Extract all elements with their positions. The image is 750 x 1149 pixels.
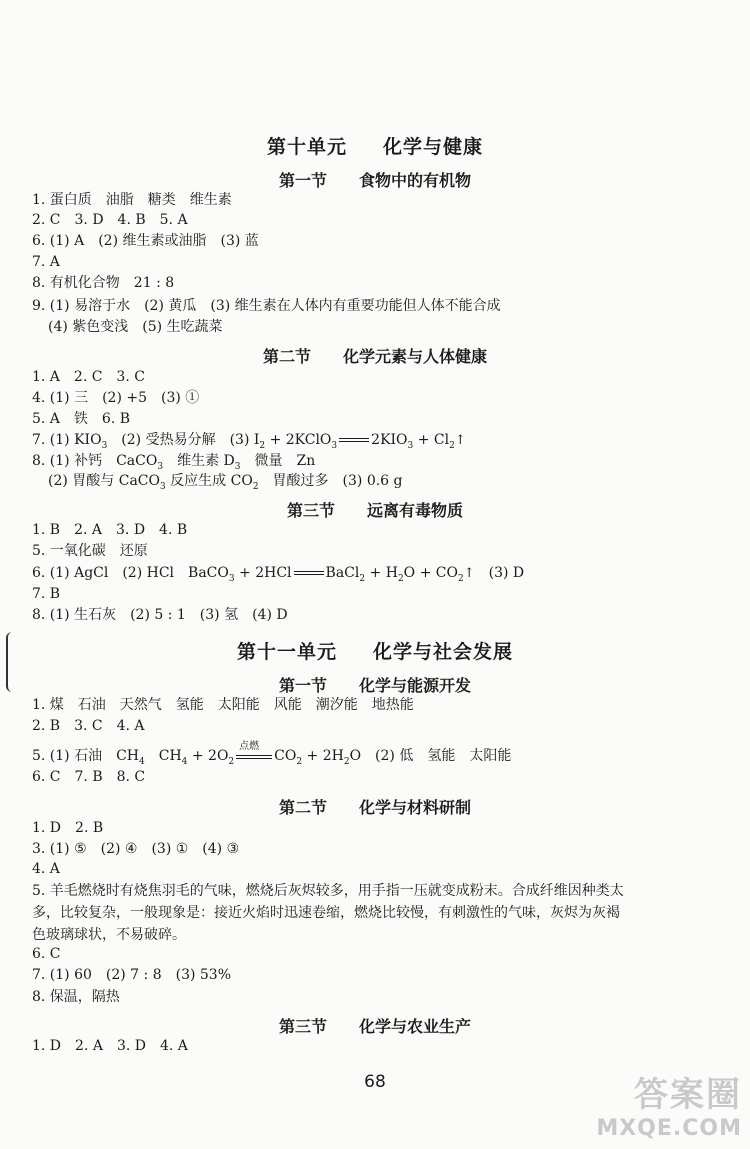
answer-line: 1. 蛋白质 油脂 糖类 维生素 bbox=[32, 192, 232, 208]
answer-line: 1. D 2. B bbox=[32, 820, 104, 836]
section-title: 第二节 化学与材料研制 bbox=[278, 798, 472, 817]
watermark-url: MXQE.COM bbox=[596, 1116, 742, 1141]
page-number: 68 bbox=[364, 1072, 386, 1092]
reaction-condition: 点燃 bbox=[236, 749, 272, 763]
answer-line: (2) 胃酸与 CaCO$_3$ 反应生成 $CO_2$ 胃酸过多 (3) 0.6 g bbox=[48, 473, 403, 492]
answer-paragraph: 5. 羊毛燃烧时有烧焦羽毛的气味，燃烧后灰烬较多，用手指一压就变成粉末。合成纤维因种类太多，比较复杂，一般现象是：接近火焰时迅速卷缩，燃烧比较慢，有刺激性的气味，灰烬为灰褐色玻璃球状，不易破碎。 bbox=[32, 883, 624, 943]
answer-line: 5. A 铁 6. B bbox=[32, 411, 131, 427]
section-title: 第一节 化学与能源开发 bbox=[278, 676, 472, 695]
section-title: 第二节 化学元素与人体健康 bbox=[262, 347, 488, 366]
answer-line: 7. (1) $KIO_3$ (2) 受热易分解 (3) $I_2$ + 2KClO$_3$ $2KIO_3$ + $Cl_2↑$ bbox=[32, 432, 466, 451]
answer-line: 1. D 2. A 3. D 4. A bbox=[32, 1038, 188, 1054]
gas-arrow-icon: ↑ bbox=[454, 433, 466, 448]
answer-line: 7. A bbox=[32, 254, 60, 270]
answer-line: 8. 保温，隔热 bbox=[32, 989, 120, 1005]
answer-line: 6. C bbox=[32, 946, 61, 962]
watermark bbox=[596, 1067, 742, 1141]
equals-sign bbox=[339, 438, 369, 442]
answer-line: 6. C 7. B 8. C bbox=[32, 769, 146, 785]
answer-line: 1. B 2. A 3. D 4. B bbox=[32, 522, 188, 538]
answer-line: 1. A 2. C 3. C bbox=[32, 369, 145, 385]
answer-line: 6. (1) AgCl (2) HCl BaCO$_3$ + 2HCl BaCl$_2$ + $H_2O$ + $CO_2↑$ (3) D bbox=[32, 565, 525, 584]
answer-line: 8. (1) 补钙 CaCO$_3$ 维生素 $D_3$ 微量 Zn bbox=[32, 453, 316, 472]
answer-line: 5. 一氧化碳 还原 bbox=[32, 543, 148, 559]
answer-line: 4. (1) 三 (2) +5 (3) ① bbox=[32, 390, 200, 406]
answer-line: 7. B bbox=[32, 586, 61, 602]
unit-title: 第十单元 化学与健康 bbox=[266, 136, 484, 158]
section-title: 第三节 远离有毒物质 bbox=[286, 501, 464, 520]
answer-line: 8. 有机化合物 21 : 8 bbox=[32, 275, 175, 291]
answer-line: 1. 煤 石油 天然气 氢能 太阳能 风能 潮汐能 地热能 bbox=[32, 697, 414, 713]
answer-line: 7. (1) 60 (2) 7 : 8 (3) 53% bbox=[32, 967, 232, 983]
unit-title: 第十一单元 化学与社会发展 bbox=[236, 641, 514, 663]
answer-line: 3. (1) ⑤ (2) ④ (3) ① (4) ③ bbox=[32, 841, 240, 857]
answer-line: 2. C 3. D 4. B 5. A bbox=[32, 212, 188, 228]
answer-line: 4. A bbox=[32, 861, 60, 877]
section-title: 第一节 食物中的有机物 bbox=[278, 171, 472, 190]
gas-arrow-icon: ↑ bbox=[463, 566, 475, 581]
answer-line: 6. (1) A (2) 维生素或油脂 (3) 蓝 bbox=[32, 233, 259, 249]
answer-line: 9. (1) 易溶于水 (2) 黄瓜 (3) 维生素在人体内有重要功能但人体不能合成 bbox=[32, 298, 501, 314]
section-title: 第三节 化学与农业生产 bbox=[278, 1017, 472, 1036]
equals-sign bbox=[294, 571, 324, 575]
answer-line: (4) 紫色变浅 (5) 生吃蔬菜 bbox=[48, 319, 223, 335]
answer-line: 8. (1) 生石灰 (2) 5 : 1 (3) 氢 (4) D bbox=[32, 607, 288, 623]
watermark-logo: 答案圈 bbox=[634, 1075, 742, 1115]
answer-line: 5. (1) 石油 $CH_4$ $CH_4 + 2O_2$ 点燃 $CO_2 + 2H_2O$ (2) 低 氢能 太阳能 bbox=[32, 741, 512, 767]
answer-line: 2. B 3. C 4. A bbox=[32, 718, 145, 734]
